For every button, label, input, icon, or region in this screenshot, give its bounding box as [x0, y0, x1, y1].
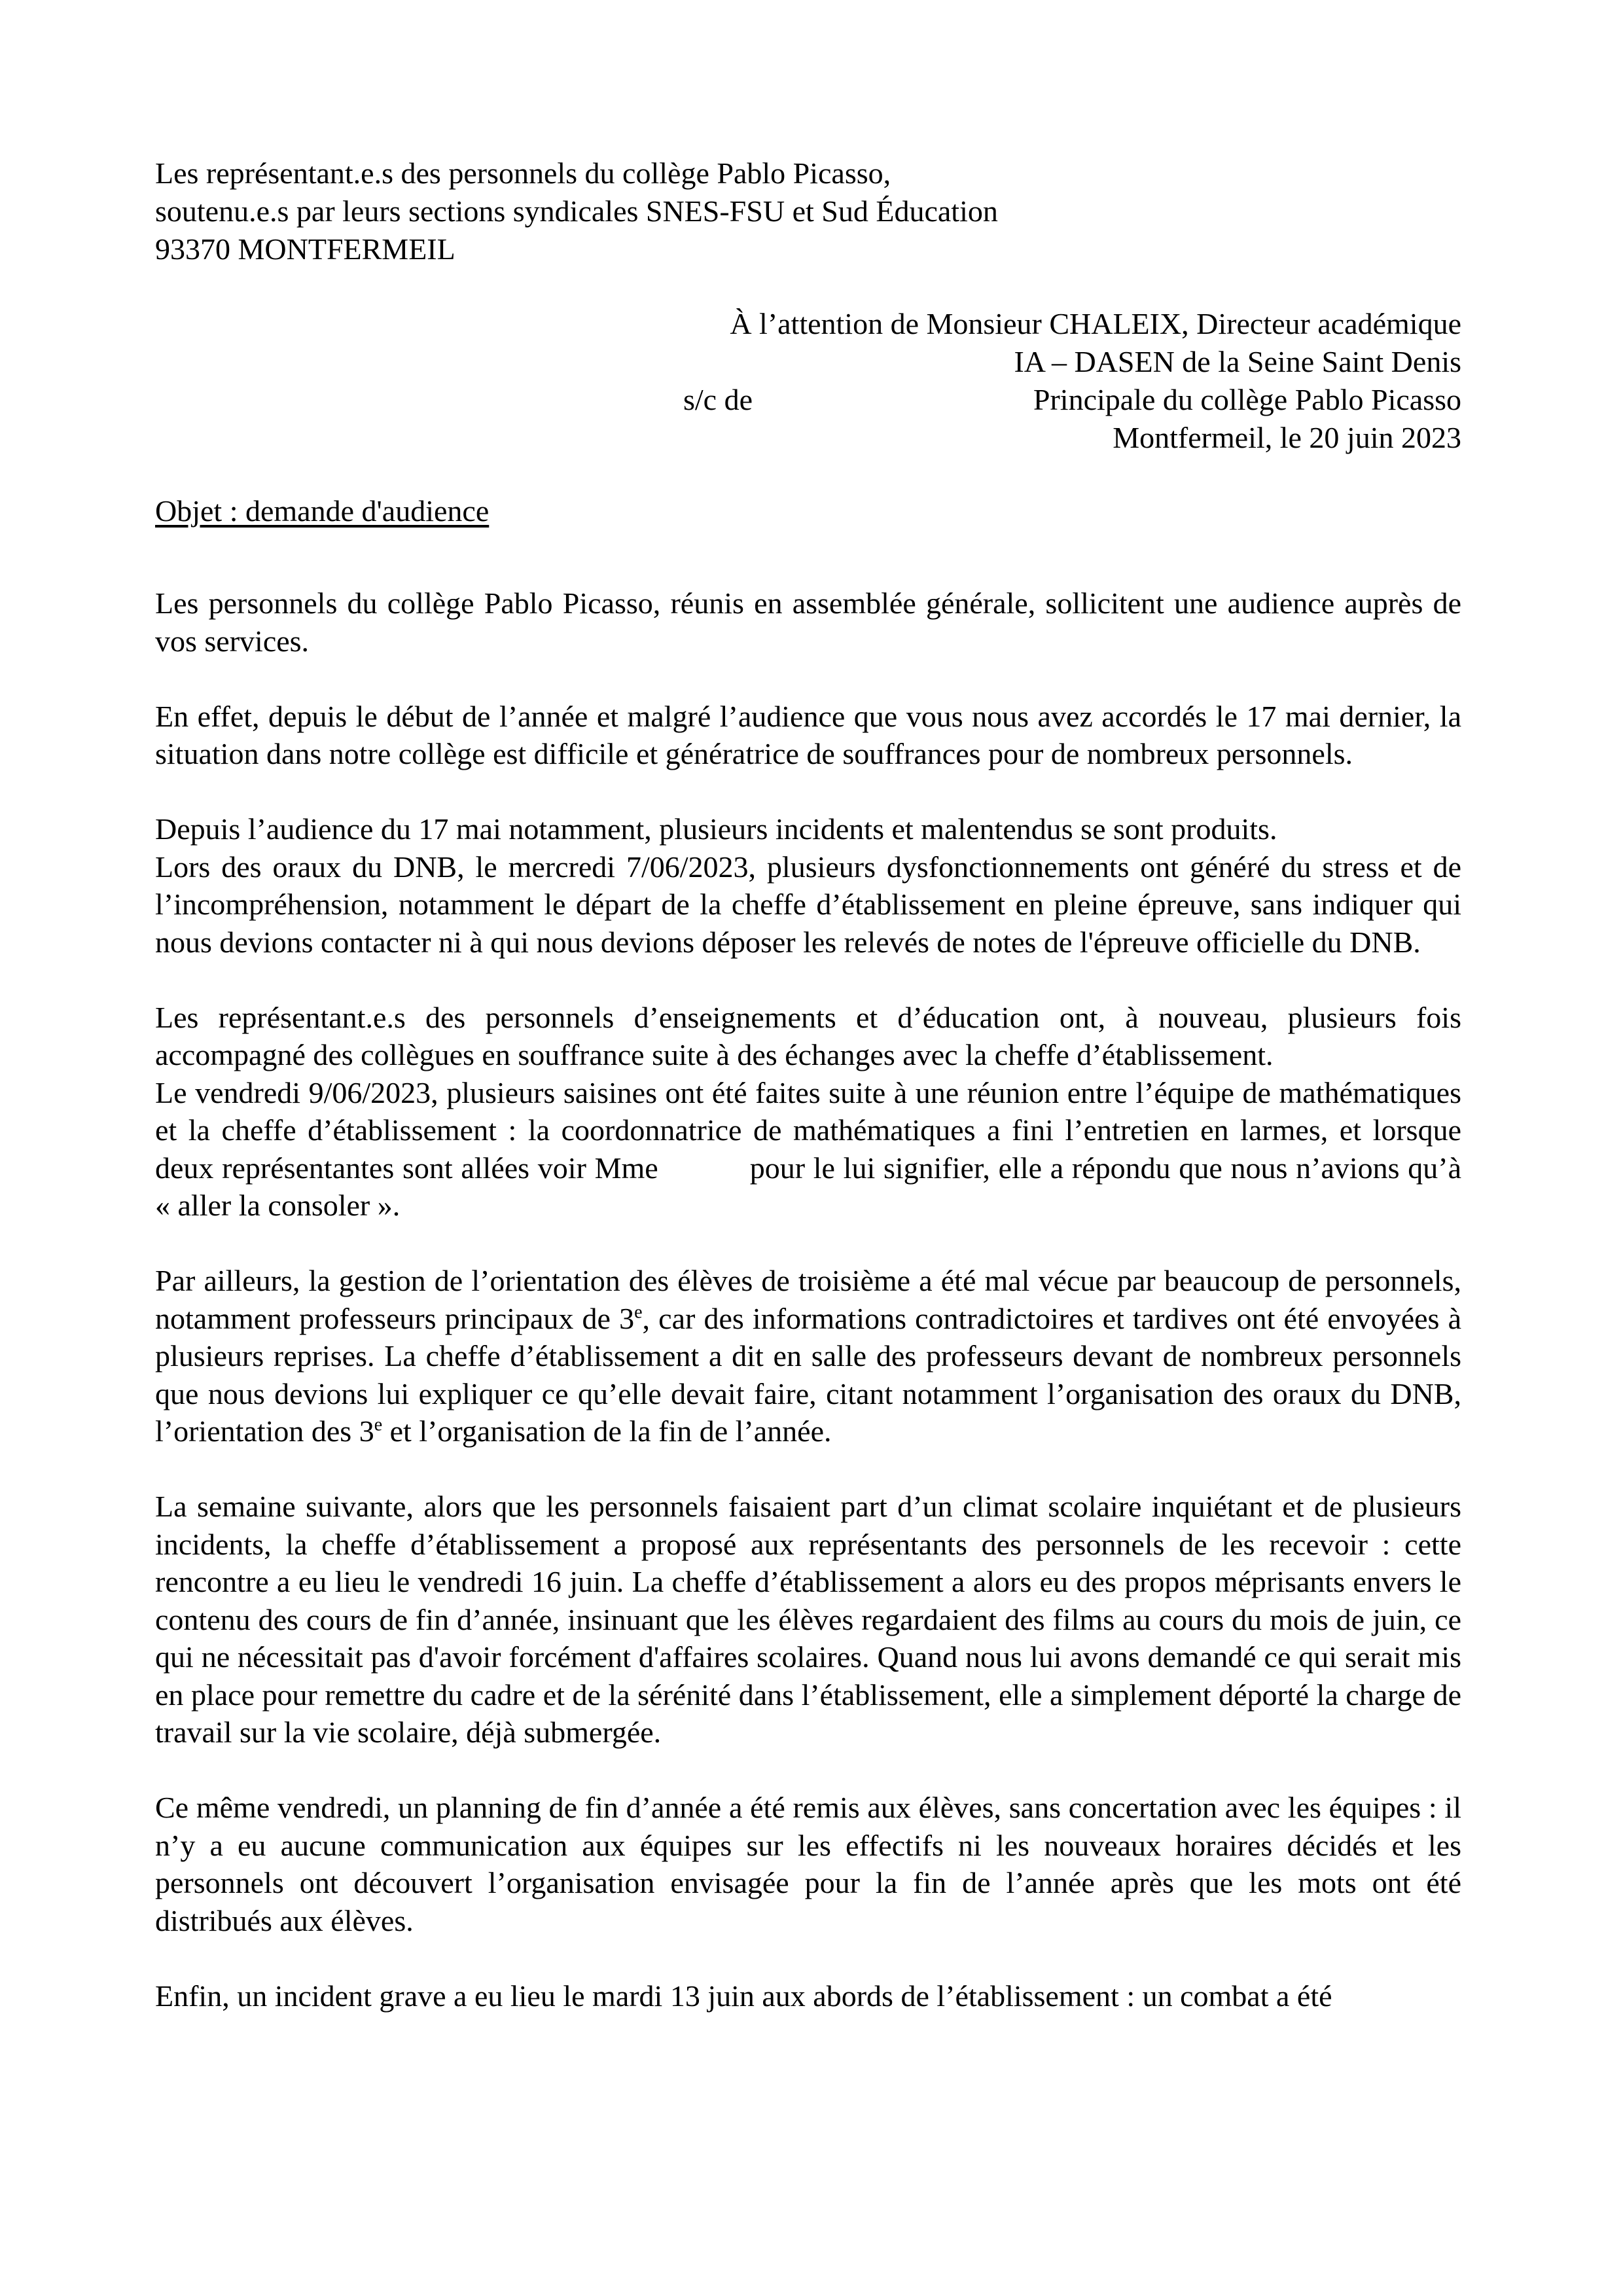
paragraph-text: Depuis l’audience du 17 mai notamment, plusieurs incidents et malentendus se sont produits. [155, 812, 1277, 846]
paragraph-text [155, 1262, 1461, 1450]
recipient-line [654, 343, 1461, 381]
sender-line: Les représentant.e.s des personnels du collège Pablo Picasso, [155, 156, 891, 190]
ordinal-suffix: e [374, 1414, 383, 1435]
paragraph [155, 1977, 1461, 2015]
subject-line: Objet : demande d'audience [155, 494, 490, 528]
paragraph [155, 584, 1461, 660]
ordinal-suffix: e [634, 1302, 643, 1323]
text-span: et l’organisation de la fin de l’année. [382, 1414, 832, 1448]
paragraph-text: En effet, depuis le début de l’année et malgré l’audience que vous nous avez accordés le 17 mai dernier, la situation dans notre collège est difficile et génératrice de souffrances pour de nombreux personnels. [155, 699, 1461, 770]
place-date: Montfermeil, le 20 juin 2023 [1113, 421, 1461, 454]
letter-body [155, 584, 1461, 2053]
sender-block [155, 154, 1333, 268]
paragraph [155, 698, 1461, 773]
text-span: , car des informations contradictoires et tardives ont été envoyées à plusieurs reprises. La cheffe d’établissement a dit en salle des professeurs devant de nombreux personnels que nous devions lui expliquer ce qu’elle devait faire, citant notamment l’organisation des oraux du DNB, l’orientation des 3 [155, 1301, 1462, 1448]
paragraph-text: Les personnels du collège Pablo Picasso, réunis en assemblée générale, sollicitent une audience auprès de vos services. [155, 586, 1461, 658]
paragraph [155, 810, 1461, 961]
text-span: Le vendredi 9/06/2023, plusieurs saisines ont été faites suite à une réunion entre l’équipe de mathématiques et la cheffe d’établissement : la coordonnatrice de mathématiques a fini l’entretien en larmes, et lorsque deux représentantes sont allées voir Mme [155, 1075, 1461, 1185]
paragraph-text: Les représentant.e.s des personnels d’enseignements et d’éducation ont, à nouveau, plusieurs fois accompagné des collègues en souffrance suite à des échanges avec la cheffe d’établissement. [155, 1000, 1461, 1071]
recipient-block [654, 305, 1461, 457]
text-span: Par ailleurs, la gestion de l’orientation des élèves de troisième a été mal vécue par beaucoup de personnels, notamment professeurs principaux de 3 [155, 1264, 1461, 1335]
recipient-line [654, 305, 1461, 343]
paragraph [155, 1262, 1461, 1450]
sender-line: soutenu.e.s par leurs sections syndicales SNES-FSU et Sud Éducation [155, 194, 998, 228]
sender-address: 93370 MONTFERMEIL [155, 232, 455, 266]
paragraph-text: Enfin, un incident grave a eu lieu le mardi 13 juin aux abords de l’établissement : un combat a été [155, 1979, 1332, 2013]
recipient-line [654, 419, 1461, 457]
recipient-title: IA – DASEN de la Seine Saint Denis [1014, 345, 1461, 378]
paragraph-text: Lors des oraux du DNB, le mercredi 7/06/2023, plusieurs dysfonctionnements ont généré du stress et de l’incompréhension, notamment le départ de la cheffe d’établissement en pleine épreuve, sans indiquer qui nous devions contacter ni à qui nous devions déposer les relevés de notes de l'épreuve officielle du DNB. [155, 850, 1461, 959]
paragraph [155, 999, 1461, 1225]
text-span: pour le lui signifier, elle a répondu que nous n’avions qu’à « aller la consoler ». [155, 1151, 1461, 1222]
recipient-line [654, 381, 1461, 419]
paragraph-text [155, 1074, 1461, 1225]
paragraph-text: La semaine suivante, alors que les personnels faisaient part d’un climat scolaire inquiétant et de plusieurs incidents, la cheffe d’établissement a proposé aux représentants des personnels de les recevoir : cette rencontre a eu lieu le vendredi 16 juin. La cheffe d’établissement a alors eu des propos méprisants envers le contenu des cours de fin d’année, insinuant que les élèves regardaient des films au cours du mois de juin, ce qui ne nécessitait pas d'avoir forcément d'affaires scolaires. Quand nous lui avons demandé ce qui serait mis en place pour remettre du cadre et de la sérénité dans l’établissement, elle a simplement déporté la charge de travail sur la vie scolaire, déjà submergée. [155, 1490, 1461, 1749]
recipient-name: À l’attention de Monsieur CHALEIX, Directeur académique [730, 307, 1461, 340]
sc-label: s/c de [683, 383, 753, 416]
paragraph [155, 1789, 1461, 1939]
recipient-via: Principale du collège Pablo Picasso [1033, 383, 1461, 416]
paragraph-text: Ce même vendredi, un planning de fin d’année a été remis aux élèves, sans concertation avec les équipes : il n’y a eu aucune communication aux équipes sur les effectifs ni les nouveaux horaires décidés et les personnels ont découvert l’organisation envisagée pour la fin de l’année après que les mots ont été distribués aux élèves. [155, 1791, 1461, 1937]
paragraph [155, 1488, 1461, 1751]
